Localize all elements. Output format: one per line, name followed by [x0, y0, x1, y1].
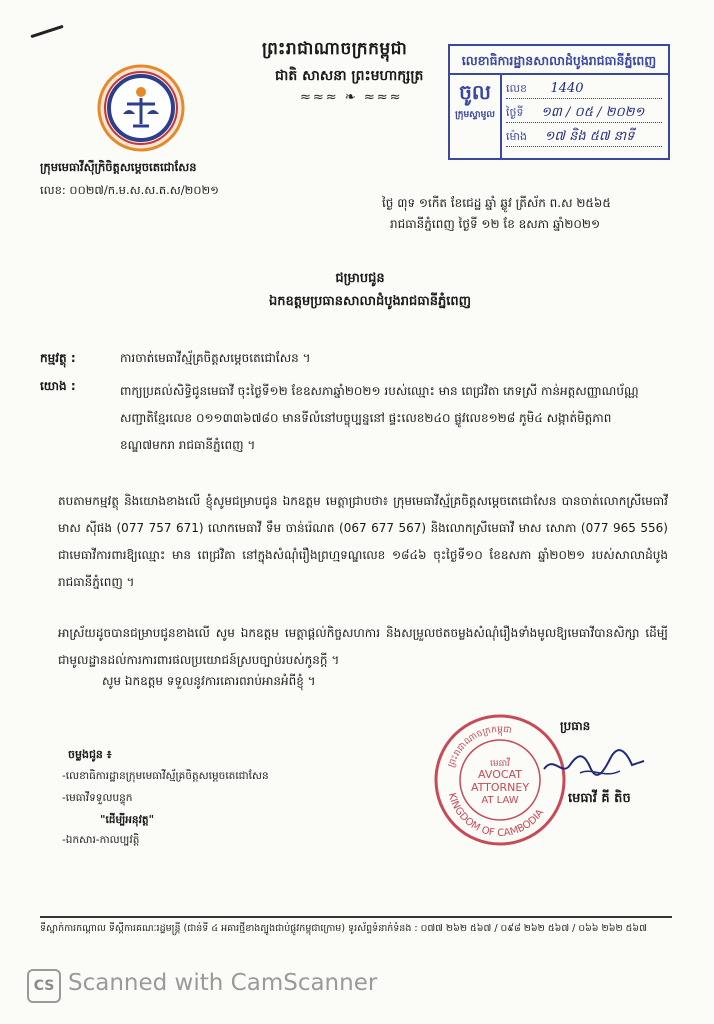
stamp-row-number: [506, 80, 662, 99]
cc-item: -លេខាធិការដ្ឋានក្រុមមេធាវីស្ម័គ្រចិត្តសម្តេចតេជោសែន: [62, 770, 269, 782]
cc-item: -មេធាវីទទួលបន្ទុក: [62, 792, 133, 804]
stamp-row-value: 1440: [550, 81, 584, 96]
ornament-divider: ≈≈≈ ❧ ≈≈≈: [300, 90, 403, 105]
seal-bottom-text: KINGDOM OF CAMBODIA: [445, 791, 547, 840]
recipient-name: ឯកឧត្តមប្រធានសាលាដំបូងរាជធានីភ្នំពេញ: [269, 294, 471, 309]
stamp-row-date: [506, 104, 662, 123]
stamp-row-label: ម៉ោង: [506, 130, 527, 143]
received-stamp: [448, 44, 670, 160]
signatory-title: ប្រធាន: [560, 719, 591, 733]
seal-line-3: ATTORNEY: [470, 781, 530, 794]
organization-logo: [97, 64, 185, 152]
stamp-received-sub: ក្រុមស្ទាមូល: [455, 110, 495, 120]
pen-mark: [30, 25, 63, 38]
subject-label: កម្មវត្ថុ :: [40, 351, 76, 365]
recipient-label: ជម្រាបជូន: [335, 271, 385, 286]
stamp-received-label: ចូល: [459, 80, 491, 104]
cc-item: "ដើម្បីអនុវត្ត": [100, 814, 155, 826]
signer-name: មេធាវី គី តិច: [568, 791, 631, 806]
lunar-date: ថ្ងៃ ៣ុទ ១កើត ខែជេដ្ឋ ឆ្នាំ ឆ្លូវ ត្រីស័ក ព.ស ២៥៦៥: [382, 196, 611, 210]
stamp-row-value: ១៣ / ០៥ / ២០២១: [540, 105, 645, 120]
seal-line-2: AVOCAT: [478, 768, 522, 781]
seal-line-4: AT LAW: [481, 795, 519, 806]
stamp-received-box: [450, 73, 502, 158]
footer-address: ទីស្នាក់ការកណ្តាល ទីស្តីការគណៈរដ្ឋមន្ត្រី (ជាន់ទី ៤ អគារថ្មីខាងត្បូងជាប់ផ្លូវកម្ពុជាក្រោម) ទូរស័ព្ទទំនាក់ទំនង : ០៧៧ ២៦២ ៥៦៧ / ០៩៨ ២៦២ ៥៦៧ / ០៦៦ ២៦២ ៥៦៧: [40, 923, 647, 934]
cc-label: ចម្លងជូន ៖: [68, 748, 112, 761]
stamp-row-time: [506, 128, 662, 147]
subject-text: ការចាត់មេធាវីស្ម័គ្រចិត្តសម្តេចតេជោសែន ។: [120, 351, 311, 365]
reference-text: ពាក្យប្រគល់សិទ្ធិជូនមេធាវី ចុះថ្ងៃទី១២ ខែឧសភាឆ្នាំ២០២១ របស់ឈ្មោះ មាន ពេជ្រវិតា ភេទស្រី កាន់អត្តសញ្ញាណប័ណ្ណសញ្ជាតិខ្មែរលេខ ០១១៣៣៦៧៨០ មានទីលំនៅបច្ចុប្បន្ននៅ ផ្ទះលេខ២៤០ ផ្លូវលេខ១២៨ ភូមិ៤ សង្កាត់មិត្តភាព ខណ្ឌ៧មករា រាជធានីភ្នំពេញ ។: [120, 384, 639, 452]
reference-label: យោង :: [40, 379, 76, 393]
cc-item: -ឯកសារ-កាលប្បវត្តិ: [62, 834, 140, 846]
body-paragraph-1: តបតាមកម្មវត្ថុ និងយោងខាងលើ ខ្ញុំសូមជម្រាបជូន ឯកឧត្តម មេត្តាជ្រាបថា៖ ក្រុមមេធាវីស្ម័គ្រចិត្តសម្តេចតេជោសែន បានចាត់លោកស្រីមេធាវី មាស ស៊ីផង (077 757 671) លោកមេធាវី ទឹម ចាន់រ៉េណត (067 677 567) និងលោកស្រីមេធាវី មាស សោភា (077 965 556) ជាមេធាវីការពារឱ្យឈ្មោះ មាន ពេជ្រវិតា នៅក្នុងសំណុំរឿងព្រហ្មទណ្ឌលេខ ១៨៤៦ ចុះថ្ងៃទី១០ ខែឧសភា ឆ្នាំ២០២១ របស់សាលាដំបូងរាជធានីភ្នំពេញ ។: [58, 494, 668, 589]
camscanner-logo-icon: CS: [27, 969, 61, 1003]
seal-line-1: មេធាវី: [490, 759, 510, 769]
footer-divider: [40, 916, 672, 918]
solar-date: រាជធានីភ្នំពេញ ថ្ងៃទី ១២ ខែ ឧសភា ឆ្នាំ២០២១: [390, 217, 601, 231]
organization-name: ក្រុមមេធាវីស៊ីក្រិចិត្តសម្តេចតេជោសែន: [40, 160, 197, 174]
handwritten-signature: [540, 745, 650, 785]
stamp-row-label: ថ្ងៃទី: [506, 106, 524, 119]
stamp-title: លេខាធិការដ្ឋានសាលាដំបូងរាជធានីភ្នំពេញ: [450, 49, 668, 75]
reference-number: លេខ: ០០២៧/ក.ម.ស.ស.ត.ស/២០២១: [40, 183, 219, 197]
stamp-row-value: ១៧ និង ៥៧ នាទី: [544, 129, 635, 144]
stamp-row-label: លេខ: [506, 82, 527, 95]
seal-top-text: ព្រះរាជាណាចក្រកម្ពុជា: [446, 724, 513, 770]
kingdom-heading: ព្រះរាជាណាចក្រកម្ពុជា: [262, 39, 408, 59]
body-paragraph-2: អាស្រ័យដូចបានជម្រាបជូនខាងលើ សូម ឯកឧត្តម មេត្តាផ្តល់កិច្ចសហការ និងសម្រួលថតចម្លងសំណុំរឿងទាំងមូលឱ្យមេធាវីបានសិក្សា ដើម្បីជាមូលដ្ឋានដល់ការការពារផលប្រយោជន៍ស្របច្បាប់របស់កូនក្តី ។: [58, 626, 668, 667]
camscanner-watermark: Scanned with CamScanner: [68, 970, 378, 996]
closing-sentence: សូម ឯកឧត្តម ទទួលនូវការគោរពរាប់អានអំពីខ្ញុំ ។: [102, 674, 316, 688]
national-motto: ជាតិ សាសនា ព្រះមហាក្សត្រ: [275, 68, 424, 84]
